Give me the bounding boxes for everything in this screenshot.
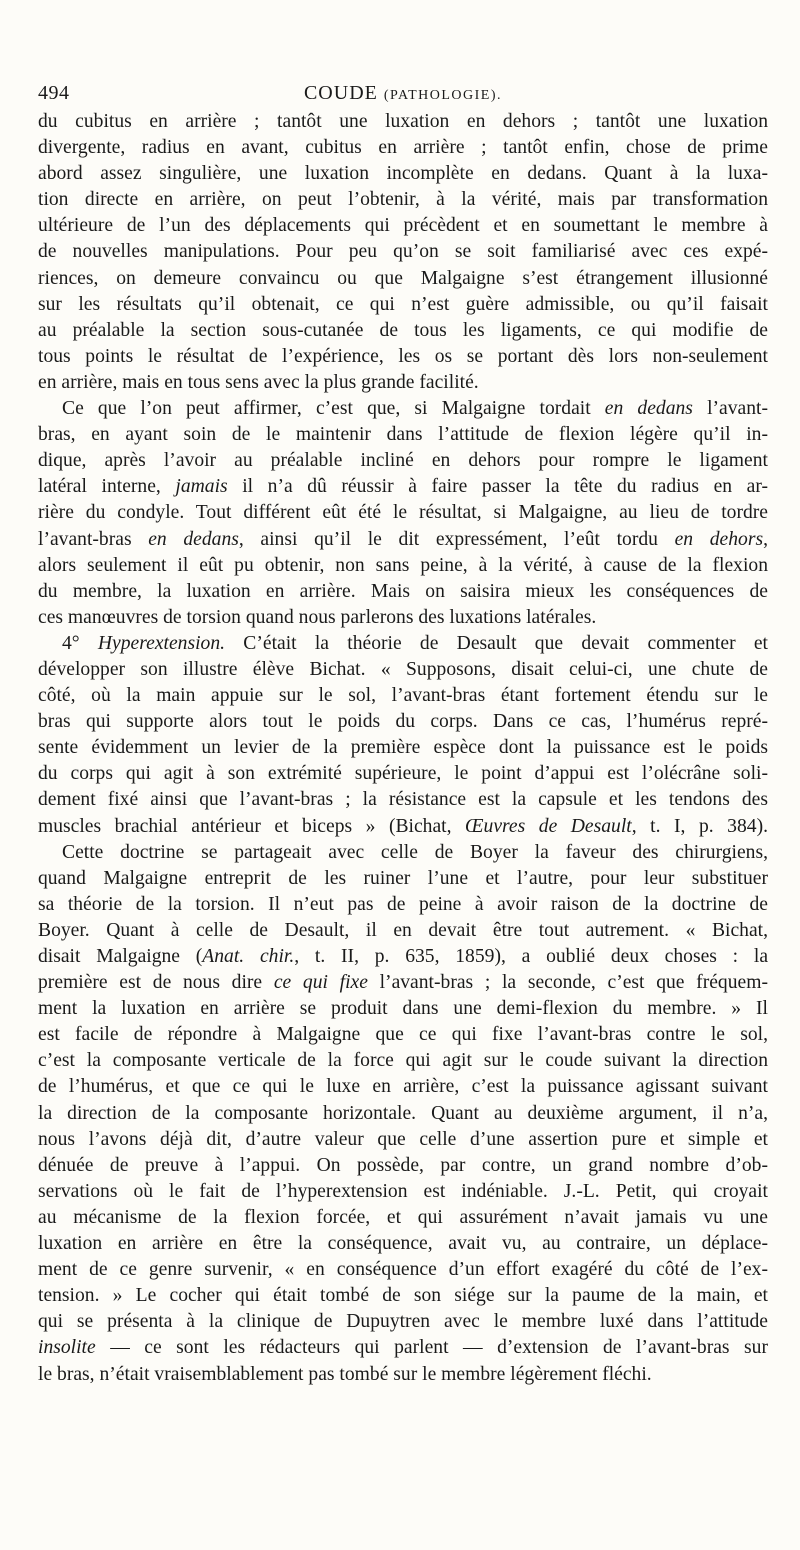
text-line — [38, 918, 768, 944]
text-line — [38, 1335, 768, 1361]
text-line — [38, 1101, 768, 1127]
text-line — [38, 709, 768, 735]
text-run: du cubitus en arrière ; tantôt une luxation en dehors ; tantôt une luxation — [38, 111, 768, 132]
text-run: ultérieure de l’un des déplacements qui précèdent et en soumettant le membre à — [38, 215, 768, 237]
text-line — [38, 213, 768, 239]
text-run: développer son illustre élève Bichat. « Supposons, disait celui-ci, une chute de — [38, 658, 768, 680]
text-run: qui se présenta à la clinique de Dupuytren avec le membre luxé dans l’attitude — [38, 1311, 768, 1333]
text-run: , t. I, p. 384). — [631, 815, 768, 837]
text-run: Boyer. Quant à celle de Desault, il en devait être tout autrement. « Bichat, — [38, 919, 768, 941]
text-line — [38, 187, 768, 213]
text-run: servations où le fait de l’hyperextension est indéniable. J.-L. Petit, qui croyait — [38, 1180, 768, 1202]
text-line — [38, 579, 768, 605]
text-line — [38, 814, 768, 840]
text-line — [38, 266, 768, 292]
text-run: dique, après l’avoir au préalable incliné en dehors pour rompre le ligament — [38, 450, 768, 472]
text-line — [38, 735, 768, 761]
page-header — [38, 78, 768, 108]
text-line — [38, 1257, 768, 1283]
text-run: riences, on demeure convaincu ou que Malgaigne s’est étrangement illusionné — [38, 267, 768, 289]
text-line — [38, 344, 768, 370]
text-line — [38, 1283, 768, 1309]
text-line — [38, 683, 768, 709]
body-text — [38, 109, 768, 1388]
italic-text: en dedans — [604, 398, 693, 420]
text-line — [38, 553, 768, 579]
text-run: ces manœuvres de torsion quand nous parlerons des luxations latérales. — [38, 606, 597, 628]
text-line — [38, 1022, 768, 1048]
text-line — [38, 970, 768, 996]
text-line — [38, 474, 768, 500]
text-line — [38, 1362, 768, 1388]
text-run: l’avant-bras ; la seconde, c’est que fréquem- — [367, 972, 768, 994]
text-line — [38, 1205, 768, 1231]
text-line — [38, 1153, 768, 1179]
text-run: disait Malgaigne ( — [38, 946, 203, 967]
text-run: dement fixé ainsi que l’avant-bras ; la résistance est la capsule et les tendons des — [38, 789, 768, 811]
text-line — [38, 1074, 768, 1100]
text-line — [38, 161, 768, 187]
text-run: l’avant-bras — [38, 528, 149, 550]
text-run: quand Malgaigne entreprit de les ruiner l’une et l’autre, pour leur substituer — [38, 867, 768, 889]
text-run: côté, où la main appuie sur le sol, l’avant-bras étant fortement étendu sur le — [38, 685, 768, 707]
italic-text: en dehors — [674, 528, 764, 550]
text-line — [38, 996, 768, 1022]
text-run: luxation en arrière en être la conséquence, avait vu, au contraire, un déplace- — [38, 1233, 768, 1255]
text-line — [38, 1179, 768, 1205]
text-run: de l’humérus, et que ce qui le luxe en arrière, c’est la puissance agissant suivant — [38, 1076, 768, 1098]
text-run: du membre, la luxation en arrière. Mais on saisira mieux les conséquences de — [38, 580, 768, 602]
text-run: Ce que l’on peut affirmer, c’est que, si Malgaigne tordait — [62, 398, 605, 420]
running-head — [38, 78, 768, 111]
text-line — [38, 657, 768, 683]
text-run: sente évidemment un levier de la première espèce dont la puissance est le poids — [38, 737, 768, 759]
text-run: tension. » Le cocher qui était tombé de son siége sur la paume de la main, et — [38, 1285, 768, 1307]
text-run: première est de nous dire — [38, 972, 274, 994]
text-run: dénuée de preuve à l’appui. On possède, par contre, un grand nombre d’ob- — [38, 1154, 768, 1176]
text-run: abord assez singulière, une luxation incomplète en dedans. Quant à la luxa- — [38, 163, 768, 185]
text-run: c’est la composante verticale de la force qui agit sur le coude suivant la direction — [38, 1050, 768, 1072]
text-run: , t. II, p. 635, 1859), a oublié deux choses : la — [294, 946, 769, 967]
text-run: au préalable la section sous-cutanée de tous les ligaments, ce qui modifie de — [38, 319, 768, 341]
text-line — [38, 448, 768, 474]
text-run: divergente, radius en avant, cubitus en arrière ; tantôt enfin, chose de prime — [38, 137, 768, 159]
text-run: le bras, n’était vraisemblablement pas tombé sur le membre légèrement fléchi. — [38, 1363, 652, 1385]
text-run: sur les résultats qu’il obtenait, ce qui n’est guère admissible, ou qu’il faisait — [38, 293, 768, 315]
text-run: est facile de répondre à Malgaigne que ce qui fixe l’avant-bras contre le sol, — [38, 1024, 768, 1046]
text-line — [38, 135, 768, 161]
text-line — [38, 1048, 768, 1074]
italic-text: Œuvres de Desault — [465, 815, 632, 837]
text-line — [38, 944, 768, 970]
text-line — [38, 1231, 768, 1257]
italic-text: jamais — [175, 476, 228, 498]
text-run: nous l’avons déjà dit, d’autre valeur que celle d’une assertion pure et simple et — [38, 1128, 768, 1150]
text-run: bras, en ayant soin de le maintenir dans l’attitude de flexion légère qu’il in- — [38, 424, 768, 446]
text-line — [38, 239, 768, 265]
text-line — [38, 500, 768, 526]
text-line — [38, 605, 768, 631]
text-line — [38, 109, 768, 135]
italic-text: insolite — [38, 1337, 96, 1359]
text-line — [38, 892, 768, 918]
italic-text: Anat. chir. — [202, 946, 295, 967]
text-run: latéral interne, — [38, 476, 176, 498]
text-run: rière du condyle. Tout différent eût été le résultat, si Malgaigne, au lieu de tordre — [38, 502, 768, 524]
page-number: 494 — [38, 82, 70, 104]
text-run: tion directe en arrière, on peut l’obtenir, à la vérité, mais par transformation — [38, 189, 768, 211]
text-run: la direction de la composante horizontale. Quant au deuxième argument, il n’a, — [38, 1102, 768, 1124]
text-line — [38, 866, 768, 892]
text-line — [38, 292, 768, 318]
text-line — [38, 840, 768, 866]
text-line — [38, 527, 768, 553]
text-line — [38, 631, 768, 657]
italic-text: en dedans — [148, 528, 239, 550]
text-run: ment de ce genre survenir, « en conséquence d’un effort exagéré du côté de l’ex- — [38, 1259, 768, 1281]
text-line — [38, 1127, 768, 1153]
text-line — [38, 396, 768, 422]
text-run: Cette doctrine se partageait avec celle de Boyer la faveur des chirurgiens, — [62, 841, 768, 863]
text-run: bras qui supporte alors tout le poids du corps. Dans ce cas, l’humérus repré- — [38, 711, 768, 733]
running-head-title: COUDE — [303, 82, 378, 104]
text-run: ment la luxation en arrière se produit dans une demi-flexion du membre. » Il — [38, 998, 768, 1020]
text-run: en arrière, mais en tous sens avec la plus grande facilité. — [38, 371, 479, 393]
text-run: tous points le résultat de l’expérience, les os se portant dès lors non-seulement — [38, 345, 768, 367]
text-run: , — [763, 528, 768, 550]
text-line — [38, 370, 768, 396]
text-run: 4° — [62, 632, 98, 654]
text-run: de nouvelles manipulations. Pour peu qu’on se soit familiarisé avec ces expé- — [38, 241, 768, 263]
text-run: muscles brachial antérieur et biceps » (Bichat, — [38, 815, 466, 837]
italic-text: ce qui fixe — [273, 972, 368, 994]
text-line — [38, 1309, 768, 1335]
page — [38, 78, 768, 1388]
italic-text: Hyperextension. — [97, 632, 226, 654]
text-run: C’était la théorie de Desault que devait commenter et — [225, 632, 768, 654]
text-run: sa théorie de la torsion. Il n’eut pas de peine à avoir raison de la doctrine de — [38, 893, 768, 915]
text-line — [38, 761, 768, 787]
text-run: il n’a dû réussir à faire passer la tête du radius en ar- — [227, 476, 768, 498]
running-head-subtitle: (PATHOLOGIE). — [383, 88, 503, 103]
text-line — [38, 422, 768, 448]
text-run: alors seulement il eût pu obtenir, non sans peine, à la vérité, à cause de la flexion — [38, 554, 768, 576]
text-run: , ainsi qu’il le dit expressément, l’eût tordu — [238, 528, 675, 550]
text-line — [38, 318, 768, 344]
text-run: au mécanisme de la flexion forcée, et qui assurément n’avait jamais vu une — [38, 1206, 768, 1228]
text-run: du corps qui agit à son extrémité supérieure, le point d’appui est l’olécrâne soli- — [38, 763, 768, 785]
text-run: — ce sont les rédacteurs qui parlent — d’extension de l’avant-bras sur — [95, 1337, 768, 1359]
text-line — [38, 787, 768, 813]
text-run: l’avant- — [692, 398, 768, 420]
